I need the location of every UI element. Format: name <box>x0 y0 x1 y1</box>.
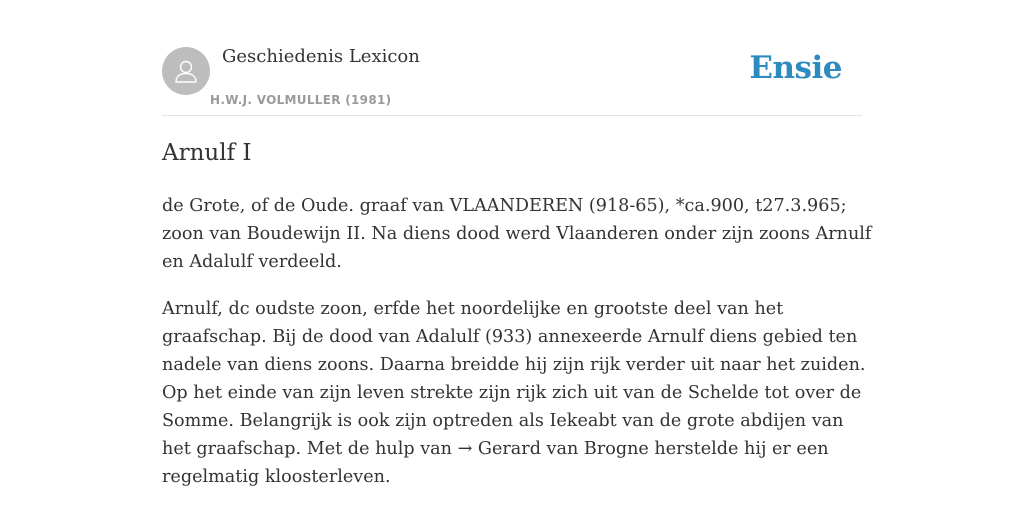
avatar[interactable] <box>162 47 210 95</box>
user-icon <box>172 57 200 85</box>
paragraph-2-text-after: herstelde hij er een regelmatig kloosterleven. <box>162 439 829 487</box>
lexicon-title-link[interactable]: Geschiedenis Lexicon <box>222 46 420 67</box>
entry-paragraph-1: de Grote, of de Oude. graaf van VLAANDEREN (918-65), *ca.900, t27.3.965; zoon van Boudewijn II. Na diens dood werd Vlaanderen onder zijn zoons Arnulf en Adalulf verdeeld. <box>162 196 872 272</box>
page-container <box>162 0 872 487</box>
header <box>162 0 862 116</box>
paragraph-2-text-before: Arnulf, dc oudste zoon, erfde het noordelijke en grootste deel van het graafschap. Bij de dood van Adalulf (933) annexeerde Arnulf diens gebied ten nadele van diens zoons. Daarna breidde hij zijn rijk verder uit naar het zuiden. Op het einde van zijn leven strekte zijn rijk zich uit van de Schelde tot over de Somme. Belangrijk is ook zijn optreden als Iekeabt van de grote abdijen van het graafschap. Met de hulp van <box>162 299 866 459</box>
crossref-link-gerard-van-brogne[interactable]: → Gerard van Brogne <box>457 439 649 459</box>
entry-title: Arnulf I <box>162 140 252 166</box>
ensie-logo[interactable]: Ensie <box>749 50 842 86</box>
entry-paragraph-2 <box>162 295 874 491</box>
author-label: H.W.J. VOLMULLER (1981) <box>210 93 392 107</box>
